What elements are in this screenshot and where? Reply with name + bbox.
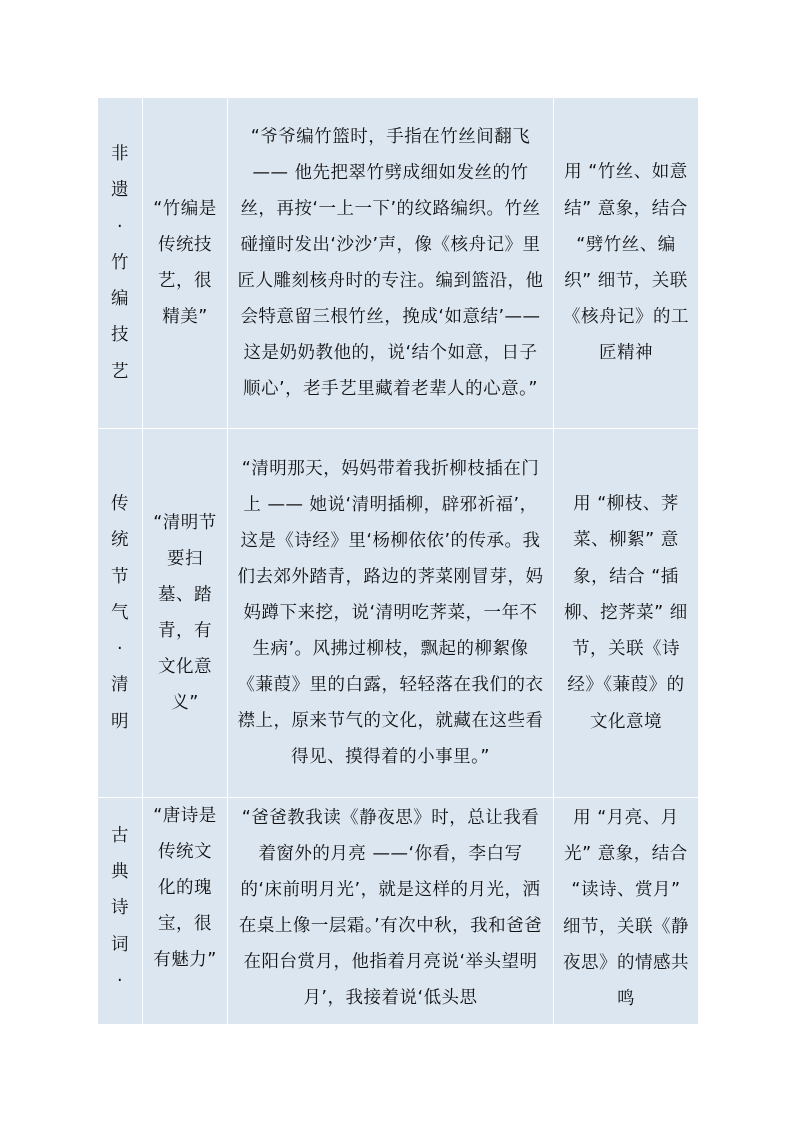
quote-text: “清明节要扫墓、踏青，有文化意义” [153,513,217,713]
paragraph-text: “爷爷编竹篮时，手指在竹丝间翻飞—— 他先把翠竹劈成细如发丝的竹丝，再按‘一上一下’的纹路编织。竹丝碰撞时发出‘沙沙’声，像《核舟记》里匠人雕刻核舟时的专注。编到篮沿，他会特意留三根竹丝，挽成‘如意结’—— 这是奶奶教他的，说‘结个如意，日子顺心’，老手艺里藏着老辈人的心意。” [237,126,544,400]
paragraph-cell [228,798,554,1025]
paragraph-cell [228,429,554,798]
quote-cell [143,98,228,429]
note-text: 用 “柳枝、荠菜、柳絮” 意象，结合 “插柳、挖荠菜” 细节，关联《诗经》《蒹葭》的文化意境 [564,494,688,732]
table-row [98,98,699,429]
paragraph-cell [228,98,554,429]
quote-cell [143,429,228,798]
table-row [98,429,699,798]
note-cell [554,98,699,429]
category-text: 古典诗词· [111,826,129,991]
category-cell [98,429,143,798]
category-text: 非遗·竹编技艺 [111,144,129,382]
category-text: 传统节气·清明 [111,494,129,732]
content-table [97,97,699,1025]
category-cell [98,98,143,429]
paragraph-text: “爸爸教我读《静夜思》时，总让我看着窗外的月亮 ——‘你看，李白写的‘床前明月光’，就是这样的月光，洒在桌上像一层霜。’有次中秋，我和爸爸在阳台赏月，他指着月亮说‘举头望明月’，我接着说‘低头思 [238,808,543,1009]
note-text: 用 “月亮、月光” 意象，结合 “读诗、赏月” 细节，关联《静夜思》的情感共鸣 [563,808,689,1010]
quote-cell [143,798,228,1025]
table-row [98,798,699,1025]
note-cell [554,798,699,1025]
quote-text: “竹编是传统技艺，很精美” [153,199,217,327]
paragraph-text: “清明那天，妈妈带着我折柳枝插在门上 —— 她说‘清明插柳，辟邪祈福’，这是《诗经》里‘杨柳依依’的传承。我们去郊外踏青，路边的荠菜刚冒芽，妈妈蹲下来挖，说‘清明吃荠菜，一年不生病’。风拂过柳枝，飘起的柳絮像《蒹葭》里的白露，轻轻落在我们的衣襟上，原来节气的文化，就藏在这些看得见、摸得着的小事里。” [237,458,544,768]
category-cell [98,798,143,1025]
note-cell [554,429,699,798]
note-text: 用 “竹丝、如意结” 意象，结合 “劈竹丝、编织” 细节，关联《核舟记》的工匠精神 [563,162,689,364]
quote-text: “唐诗是传统文化的瑰宝，很有魅力” [153,806,217,970]
